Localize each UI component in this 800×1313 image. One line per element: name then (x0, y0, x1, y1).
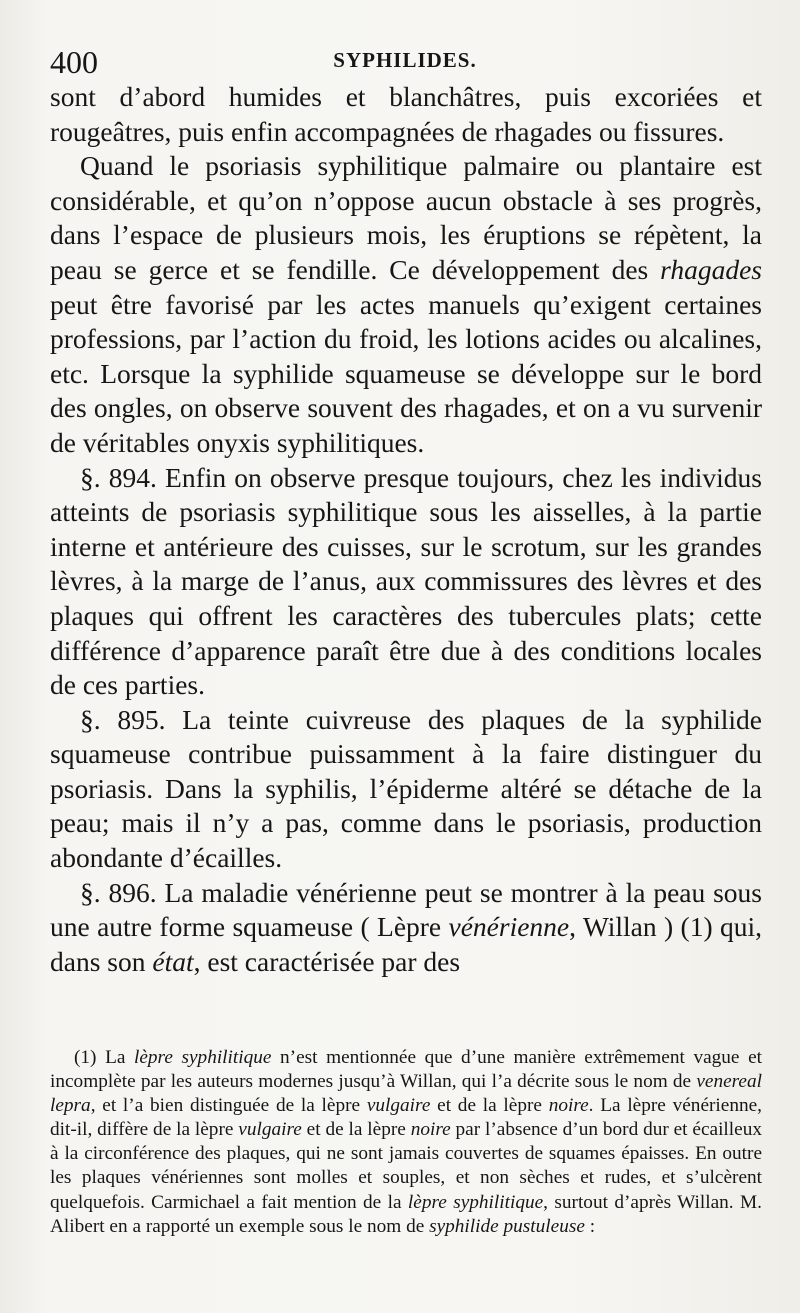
text-run: par l’absence d’un bord dur et écailleux à la circonférence des plaques, qui ne sont jamais couvertes de squames épaisses. En outre les plaques vénériennes sont molles et souples, et non sèches et rudes, et s’ulcèrent quelquefois. Carmichael a fait mention de la (50, 1119, 762, 1213)
text-run: peut être favorisé par les actes manuels qu’exigent certaines professions, par l’action du froid, les lotions acides ou alcalines, etc. Lorsque la syphilide squameuse se développe sur le bord des ongles, on observe souvent des rhagades, et on a vu survenir de véritables onyxis syphilitiques. (50, 288, 762, 458)
paragraph (50, 80, 762, 149)
italic-text: lèpre syphilitique (134, 1047, 272, 1068)
italic-text: vénérienne (448, 911, 570, 943)
text-run: , surtout d’après Willan. M. Alibert en a rapporté un exemple sous le nom de (50, 1191, 762, 1237)
body-text (50, 80, 762, 979)
page-number: 400 (50, 44, 98, 80)
text-run: et de la lèpre (430, 1095, 549, 1117)
italic-text: vulgaire (238, 1119, 302, 1141)
text-run: et de la lèpre (301, 1119, 411, 1141)
italic-text: état (152, 945, 194, 977)
text-run: sont d’abord humides et blanchâtres, puis excoriées et rougeâtres, puis enfin accompagnées de rhagades ou fissures. (50, 81, 762, 147)
paragraph (50, 703, 762, 876)
text-run: , et l’a bien distinguée de la lèpre (90, 1095, 367, 1117)
text-run: , est caractérisée par des (193, 945, 461, 977)
text-run: , Willan ) (1) qui, dans son (50, 911, 762, 977)
running-head: SYPHILIDES. (333, 48, 477, 72)
text-run: : (584, 1215, 596, 1237)
paragraph (50, 876, 762, 980)
text-run: §. 895. La teinte cuivreuse des plaques de la syphilide squameuse contribue puissamment à la faire distinguer du psoriasis. Dans la syphilis, l’épiderme altéré se détache de la peau; mais il n’y a pas, comme dans le psoriasis, production abondante d’écailles. (50, 703, 762, 874)
text-run: Quand le psoriasis syphilitique palmaire ou plantaire est considérable, et qu’on n’oppose aucun obstacle à ses progrès, dans l’espace de plusieurs mois, les éruptions se répètent, la peau se gerce et se fendille. Ce développement des (50, 150, 762, 285)
italic-text: venereal lepra (50, 1071, 762, 1117)
text-run: §. 894. Enfin on observe presque toujours, chez les individus atteints de psoriasis syphilitique sous les aisselles, à la partie interne et antérieure des cuisses, sur le scrotum, sur les grandes lèvres, à la marge de l’anus, aux commissures des lèvres et des plaques qui offrent les caractères des tubercules plats; cette différence d’apparence paraît être due à des conditions locales de ces parties. (50, 461, 762, 701)
italic-text: noire (410, 1119, 451, 1141)
text-run: . La lèpre vénérienne, dit-il, diffère de la lèpre (50, 1095, 762, 1141)
text-run: n’est mentionnée que d’une manière extrêmement vague et incomplète par les auteurs modernes jusqu’à Willan, qui l’a décrite sous le nom de (50, 1047, 762, 1093)
text-run: §. 896. La maladie vénérienne peut se montrer à la peau sous une autre forme squameuse ( Lèpre (50, 876, 762, 943)
italic-text: noire (548, 1095, 589, 1117)
page-header (50, 42, 760, 82)
paragraph (50, 149, 762, 460)
text-run: (1) La (74, 1047, 134, 1068)
paragraph (50, 461, 762, 703)
italic-text: vulgaire (366, 1095, 431, 1117)
italic-text: rhagades (660, 253, 762, 285)
italic-text: syphilide pustuleuse (429, 1215, 585, 1237)
italic-text: lèpre syphilitique (407, 1191, 544, 1213)
footnote (50, 1046, 762, 1239)
footnotes (50, 1046, 762, 1239)
